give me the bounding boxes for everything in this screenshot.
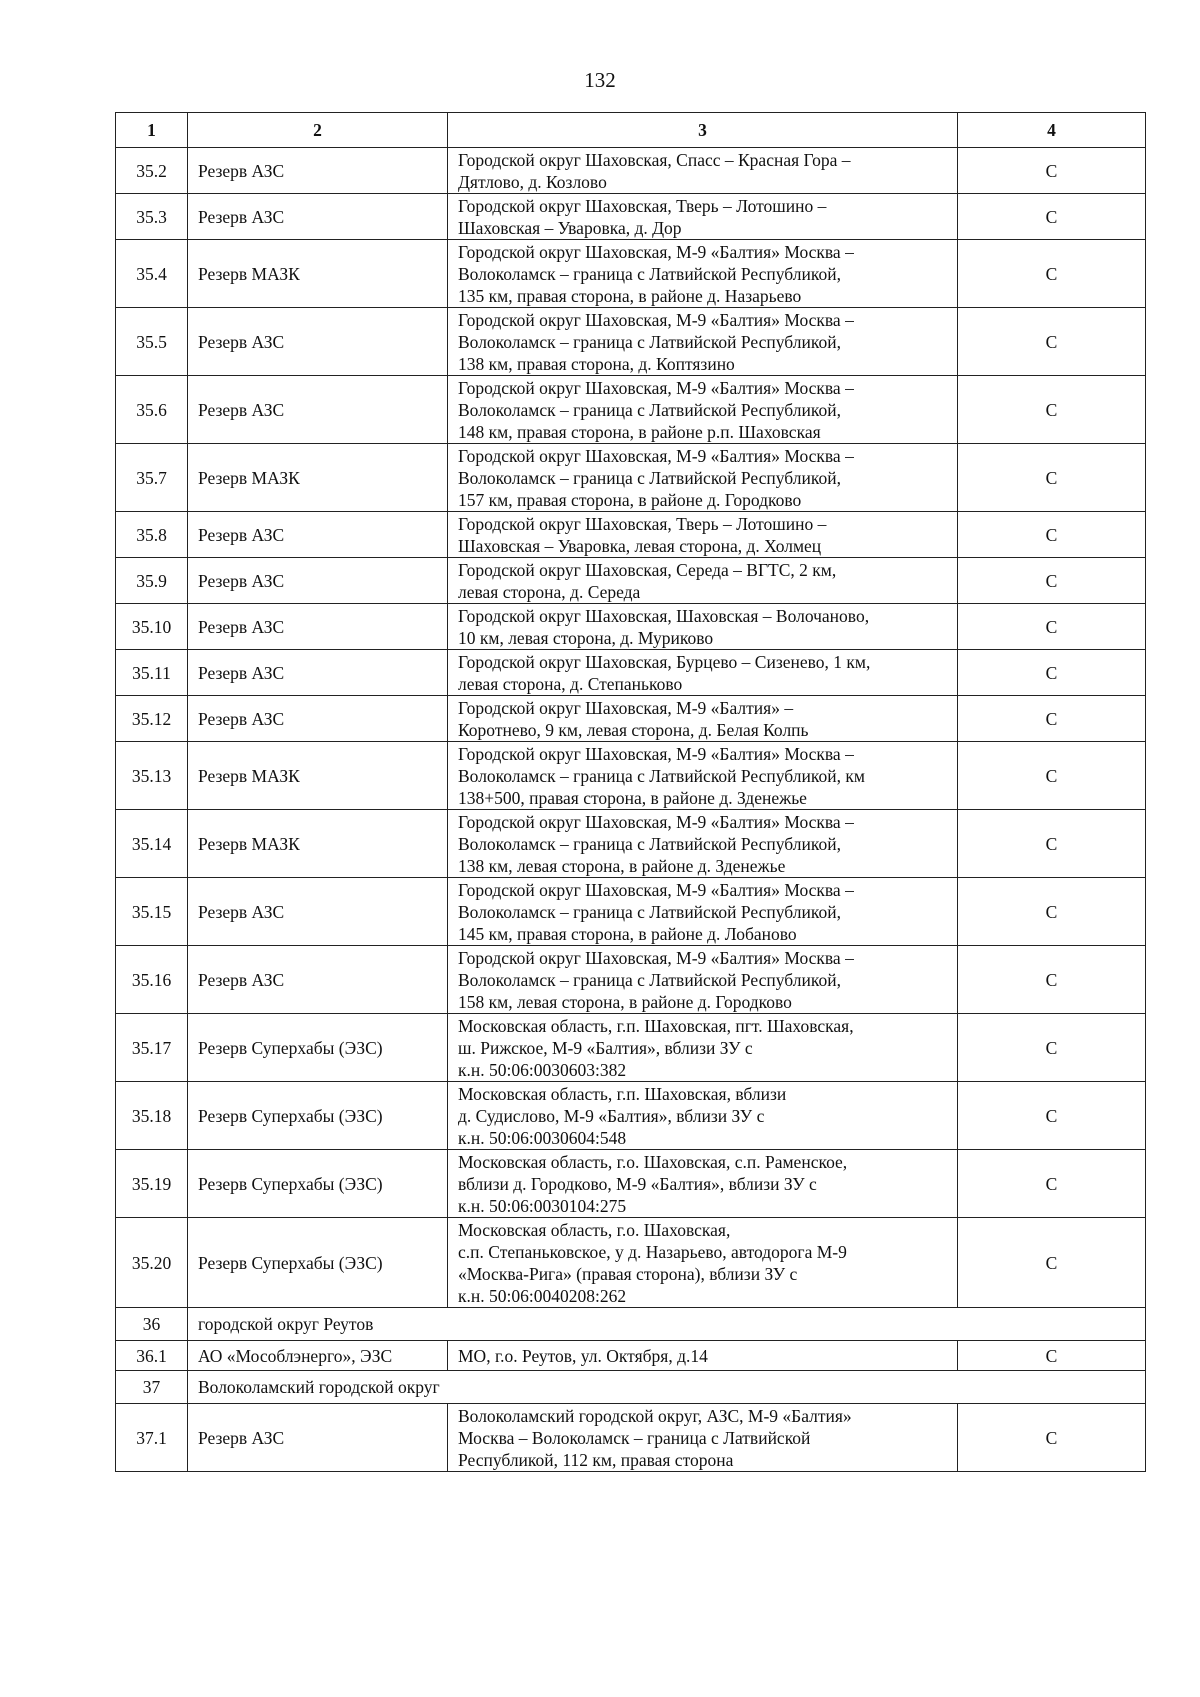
address-line: Москва – Волоколамск – граница с Латвийской bbox=[458, 1427, 811, 1448]
table-row bbox=[116, 878, 1146, 946]
address-line: Московская область, г.п. Шаховская, вблизи bbox=[458, 1083, 787, 1104]
column-header: 4 bbox=[958, 113, 1146, 148]
table-row bbox=[116, 194, 1146, 240]
facility-name: Резерв МАЗК bbox=[188, 810, 448, 878]
column-header: 1 bbox=[116, 113, 188, 148]
address-line: 145 км, правая сторона, в районе д. Лобаново bbox=[458, 923, 797, 944]
facility-name: Резерв МАЗК bbox=[188, 742, 448, 810]
address-line: к.н. 50:06:0040208:262 bbox=[458, 1285, 627, 1306]
address-line: Городской округ Шаховская, М-9 «Балтия» Москва – bbox=[458, 743, 854, 764]
facility-address bbox=[448, 604, 958, 650]
table-row bbox=[116, 444, 1146, 512]
facility-address bbox=[448, 1014, 958, 1082]
category-value: С bbox=[958, 240, 1146, 308]
section-title: городской округ Реутов bbox=[188, 1308, 1146, 1341]
table-body bbox=[116, 148, 1146, 1472]
row-number: 35.6 bbox=[116, 376, 188, 444]
address-line: Городской округ Шаховская, Бурцево – Сизенево, 1 км, bbox=[458, 651, 871, 672]
category-value: С bbox=[958, 696, 1146, 742]
table-row bbox=[116, 558, 1146, 604]
facility-name: Резерв АЗС bbox=[188, 558, 448, 604]
address-line: Городской округ Шаховская, Середа – ВГТС, 2 км, bbox=[458, 559, 837, 580]
address-line: «Москва-Рига» (правая сторона), вблизи ЗУ с bbox=[458, 1263, 798, 1284]
column-header: 3 bbox=[448, 113, 958, 148]
category-value: С bbox=[958, 946, 1146, 1014]
category-value: С bbox=[958, 1404, 1146, 1472]
facility-name: Резерв Суперхабы (ЭЗС) bbox=[188, 1014, 448, 1082]
facility-name: Резерв АЗС bbox=[188, 650, 448, 696]
address-line: 157 км, правая сторона, в районе д. Городково bbox=[458, 489, 802, 510]
category-value: С bbox=[958, 1341, 1146, 1371]
row-number: 35.10 bbox=[116, 604, 188, 650]
address-line: Волоколамск – граница с Латвийской Республикой, bbox=[458, 467, 841, 488]
row-number: 35.2 bbox=[116, 148, 188, 194]
category-value: С bbox=[958, 376, 1146, 444]
table-header-row bbox=[116, 113, 1146, 148]
table-row bbox=[116, 742, 1146, 810]
facility-address bbox=[448, 1082, 958, 1150]
address-line: д. Судислово, М-9 «Балтия», вблизи ЗУ с bbox=[458, 1105, 765, 1126]
address-line: к.н. 50:06:0030604:548 bbox=[458, 1127, 627, 1148]
address-line: Городской округ Шаховская, М-9 «Балтия» Москва – bbox=[458, 445, 854, 466]
facility-name: Резерв АЗС bbox=[188, 376, 448, 444]
row-number: 35.11 bbox=[116, 650, 188, 696]
category-value: С bbox=[958, 742, 1146, 810]
facility-name: Резерв АЗС bbox=[188, 194, 448, 240]
table-row bbox=[116, 810, 1146, 878]
facility-name: Резерв АЗС bbox=[188, 512, 448, 558]
address-line: 138 км, левая сторона, в районе д. Зденежье bbox=[458, 855, 786, 876]
row-number: 35.15 bbox=[116, 878, 188, 946]
address-line: к.н. 50:06:0030603:382 bbox=[458, 1059, 627, 1080]
row-number: 35.16 bbox=[116, 946, 188, 1014]
row-number: 35.13 bbox=[116, 742, 188, 810]
address-line: Волоколамский городской округ, АЗС, М-9 «Балтия» bbox=[458, 1405, 852, 1426]
category-value: С bbox=[958, 444, 1146, 512]
row-number: 35.14 bbox=[116, 810, 188, 878]
category-value: С bbox=[958, 1150, 1146, 1218]
table-row bbox=[116, 1404, 1146, 1472]
address-line: Волоколамск – граница с Латвийской Республикой, bbox=[458, 901, 841, 922]
table-row bbox=[116, 308, 1146, 376]
section-title: Волоколамский городской округ bbox=[188, 1371, 1146, 1404]
table-row bbox=[116, 1150, 1146, 1218]
facility-name: Резерв АЗС bbox=[188, 878, 448, 946]
category-value: С bbox=[958, 1014, 1146, 1082]
section-row bbox=[116, 1371, 1146, 1404]
address-line: вблизи д. Городково, М-9 «Балтия», вблизи ЗУ с bbox=[458, 1173, 817, 1194]
address-line: Городской округ Шаховская, Шаховская – Волочаново, bbox=[458, 605, 870, 626]
facility-name: Резерв АЗС bbox=[188, 696, 448, 742]
address-line: Городской округ Шаховская, Спасс – Красная Гора – bbox=[458, 149, 851, 170]
address-line: Дятлово, д. Козлово bbox=[458, 171, 607, 192]
address-line: Шаховская – Уваровка, д. Дор bbox=[458, 217, 682, 238]
facility-address bbox=[448, 240, 958, 308]
table-row bbox=[116, 376, 1146, 444]
facility-name: Резерв МАЗК bbox=[188, 240, 448, 308]
facility-name: Резерв АЗС bbox=[188, 308, 448, 376]
facility-address bbox=[448, 878, 958, 946]
address-line: Волоколамск – граница с Латвийской Республикой, bbox=[458, 833, 841, 854]
row-number: 35.17 bbox=[116, 1014, 188, 1082]
facility-address bbox=[448, 1341, 958, 1371]
address-line: Волоколамск – граница с Латвийской Республикой, км bbox=[458, 765, 865, 786]
address-line: Городской округ Шаховская, М-9 «Балтия» Москва – bbox=[458, 241, 854, 262]
address-line: Городской округ Шаховская, М-9 «Балтия» Москва – bbox=[458, 947, 854, 968]
address-line: 158 км, левая сторона, в районе д. Городково bbox=[458, 991, 792, 1012]
address-line: Городской округ Шаховская, М-9 «Балтия» Москва – bbox=[458, 377, 854, 398]
category-value: С bbox=[958, 512, 1146, 558]
row-number: 35.7 bbox=[116, 444, 188, 512]
column-header: 2 bbox=[188, 113, 448, 148]
table-row bbox=[116, 604, 1146, 650]
category-value: С bbox=[958, 650, 1146, 696]
address-line: Городской округ Шаховская, Тверь – Лотошино – bbox=[458, 195, 827, 216]
category-value: С bbox=[958, 308, 1146, 376]
section-number: 37 bbox=[116, 1371, 188, 1404]
row-number: 35.20 bbox=[116, 1218, 188, 1308]
row-number: 35.9 bbox=[116, 558, 188, 604]
table-row bbox=[116, 1218, 1146, 1308]
address-line: Московская область, г.о. Шаховская, bbox=[458, 1219, 731, 1240]
row-number: 35.5 bbox=[116, 308, 188, 376]
facility-name: Резерв Суперхабы (ЭЗС) bbox=[188, 1082, 448, 1150]
facility-address bbox=[448, 558, 958, 604]
section-row bbox=[116, 1308, 1146, 1341]
address-line: 138 км, правая сторона, д. Коптязино bbox=[458, 353, 735, 374]
address-line: 10 км, левая сторона, д. Муриково bbox=[458, 627, 714, 648]
table-row bbox=[116, 1082, 1146, 1150]
table-row bbox=[116, 240, 1146, 308]
address-line: Городской округ Шаховская, М-9 «Балтия» Москва – bbox=[458, 309, 854, 330]
facility-address bbox=[448, 376, 958, 444]
facility-address bbox=[448, 650, 958, 696]
table-row bbox=[116, 946, 1146, 1014]
facility-name: АО «Мособлэнерго», ЭЗС bbox=[188, 1341, 448, 1371]
address-line: ш. Рижское, М-9 «Балтия», вблизи ЗУ с bbox=[458, 1037, 753, 1058]
address-line: с.п. Степаньковское, у д. Назарьево, автодорога М-9 bbox=[458, 1241, 847, 1262]
category-value: С bbox=[958, 604, 1146, 650]
category-value: С bbox=[958, 194, 1146, 240]
address-line: Волоколамск – граница с Латвийской Республикой, bbox=[458, 969, 841, 990]
address-line: Волоколамск – граница с Латвийской Республикой, bbox=[458, 331, 841, 352]
address-line: Московская область, г.п. Шаховская, пгт. Шаховская, bbox=[458, 1015, 854, 1036]
address-line: Московская область, г.о. Шаховская, с.п. Раменское, bbox=[458, 1151, 848, 1172]
facility-name: Резерв МАЗК bbox=[188, 444, 448, 512]
category-value: С bbox=[958, 148, 1146, 194]
row-number: 36.1 bbox=[116, 1341, 188, 1371]
facility-address bbox=[448, 512, 958, 558]
category-value: С bbox=[958, 558, 1146, 604]
row-number: 35.3 bbox=[116, 194, 188, 240]
facility-address bbox=[448, 1404, 958, 1472]
page-number: 132 bbox=[584, 68, 616, 92]
address-line: 135 км, правая сторона, в районе д. Назарьево bbox=[458, 285, 802, 306]
facility-name: Резерв Суперхабы (ЭЗС) bbox=[188, 1218, 448, 1308]
facility-address bbox=[448, 444, 958, 512]
table-row bbox=[116, 1341, 1146, 1371]
address-line: Городской округ Шаховская, М-9 «Балтия» Москва – bbox=[458, 879, 854, 900]
facility-name: Резерв АЗС bbox=[188, 604, 448, 650]
address-line: Городской округ Шаховская, М-9 «Балтия» Москва – bbox=[458, 811, 854, 832]
address-line: Волоколамск – граница с Латвийской Республикой, bbox=[458, 263, 841, 284]
address-line: 138+500, правая сторона, в районе д. Зденежье bbox=[458, 787, 807, 808]
address-line: Волоколамск – граница с Латвийской Республикой, bbox=[458, 399, 841, 420]
table-row bbox=[116, 650, 1146, 696]
address-line: Городской округ Шаховская, М-9 «Балтия» – bbox=[458, 697, 794, 718]
facility-address bbox=[448, 1150, 958, 1218]
category-value: С bbox=[958, 1082, 1146, 1150]
row-number: 35.4 bbox=[116, 240, 188, 308]
address-line: левая сторона, д. Середа bbox=[458, 581, 641, 602]
address-line: Коротнево, 9 км, левая сторона, д. Белая Колпь bbox=[458, 719, 809, 740]
address-line: к.н. 50:06:0030104:275 bbox=[458, 1195, 627, 1216]
address-line: 148 км, правая сторона, в районе р.п. Шаховская bbox=[458, 421, 821, 442]
row-number: 35.19 bbox=[116, 1150, 188, 1218]
document-table bbox=[115, 112, 1146, 1472]
facility-address bbox=[448, 194, 958, 240]
facility-name: Резерв АЗС bbox=[188, 946, 448, 1014]
facility-address bbox=[448, 742, 958, 810]
facility-name: Резерв Суперхабы (ЭЗС) bbox=[188, 1150, 448, 1218]
address-line: МО, г.о. Реутов, ул. Октября, д.14 bbox=[458, 1345, 708, 1366]
facility-address bbox=[448, 696, 958, 742]
address-line: Республикой, 112 км, правая сторона bbox=[458, 1449, 734, 1470]
address-line: Городской округ Шаховская, Тверь – Лотошино – bbox=[458, 513, 827, 534]
address-line: Шаховская – Уваровка, левая сторона, д. Холмец bbox=[458, 535, 822, 556]
table-row bbox=[116, 696, 1146, 742]
row-number: 37.1 bbox=[116, 1404, 188, 1472]
facility-name: Резерв АЗС bbox=[188, 148, 448, 194]
facility-address bbox=[448, 1218, 958, 1308]
row-number: 35.12 bbox=[116, 696, 188, 742]
table-row bbox=[116, 1014, 1146, 1082]
row-number: 35.18 bbox=[116, 1082, 188, 1150]
table-row bbox=[116, 148, 1146, 194]
category-value: С bbox=[958, 878, 1146, 946]
address-line: левая сторона, д. Степаньково bbox=[458, 673, 683, 694]
facility-address bbox=[448, 810, 958, 878]
facility-address bbox=[448, 946, 958, 1014]
facility-address bbox=[448, 148, 958, 194]
row-number: 35.8 bbox=[116, 512, 188, 558]
section-number: 36 bbox=[116, 1308, 188, 1341]
facility-address bbox=[448, 308, 958, 376]
category-value: С bbox=[958, 1218, 1146, 1308]
category-value: С bbox=[958, 810, 1146, 878]
facility-name: Резерв АЗС bbox=[188, 1404, 448, 1472]
table-row bbox=[116, 512, 1146, 558]
